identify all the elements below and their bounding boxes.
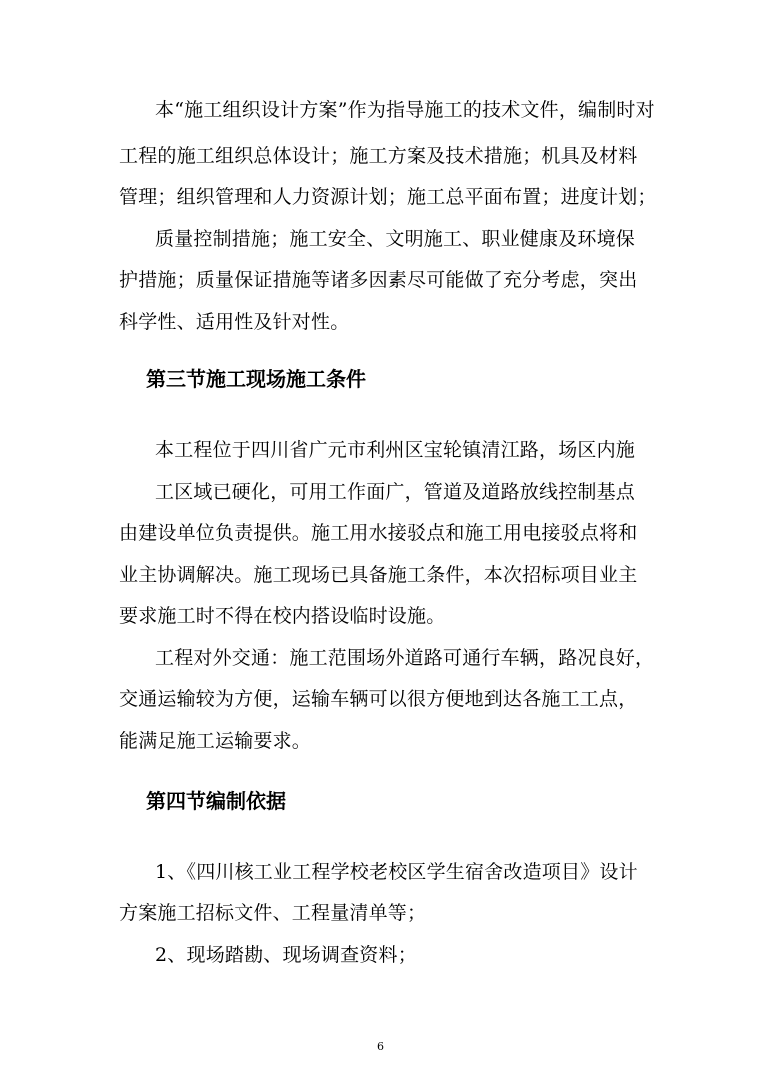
text-line: 科学性、适用性及针对性。 — [119, 311, 350, 333]
text-line: 要求施工时不得在校内搭设临时设施。 — [119, 605, 446, 627]
page-number: 6 — [377, 1040, 384, 1053]
text-line: 工程对外交通：施工范围场外道路可通行车辆，路况良好， — [155, 647, 655, 669]
text-line: 护措施；质量保证措施等诸多因素尽可能做了充分考虑，突出 — [119, 269, 638, 291]
text-line: 能满足施工运输要求。 — [119, 730, 312, 752]
text-line: 交通运输较为方便，运输车辆可以很方便地到达各施工工点， — [119, 688, 638, 710]
text-line: 业主协调解决。施工现场已具备施工条件，本次招标项目业主 — [119, 564, 638, 586]
text-line: 本“施工组织设计方案”作为指导施工的技术文件，编制时对 — [155, 99, 655, 121]
list-item: 2、现场踏勘、现场调查资料； — [155, 944, 417, 966]
text-line: 工程的施工组织总体设计；施工方案及技术措施；机具及材料 — [119, 145, 638, 167]
text-line: 质量控制措施；施工安全、文明施工、职业健康及环境保 — [155, 228, 636, 250]
text-line: 本工程位于四川省广元市利州区宝轮镇清江路，场区内施 — [155, 439, 636, 461]
text-line: 工区域已硬化，可用工作面广，管道及道路放线控制基点 — [155, 481, 636, 503]
list-item: 1、《四川核工业工程学校老校区学生宿舍改造项目》设计 — [155, 861, 638, 883]
section-heading: 第四节编制依据 — [146, 789, 286, 813]
section-heading: 第三节施工现场施工条件 — [146, 367, 366, 391]
text-line: 由建设单位负责提供。施工用水接驳点和施工用电接驳点将和 — [119, 522, 638, 544]
text-line: 管理；组织管理和人力资源计划；施工总平面布置；进度计划； — [119, 186, 657, 208]
text-line: 方案施工招标文件、工程量清单等； — [119, 902, 427, 924]
